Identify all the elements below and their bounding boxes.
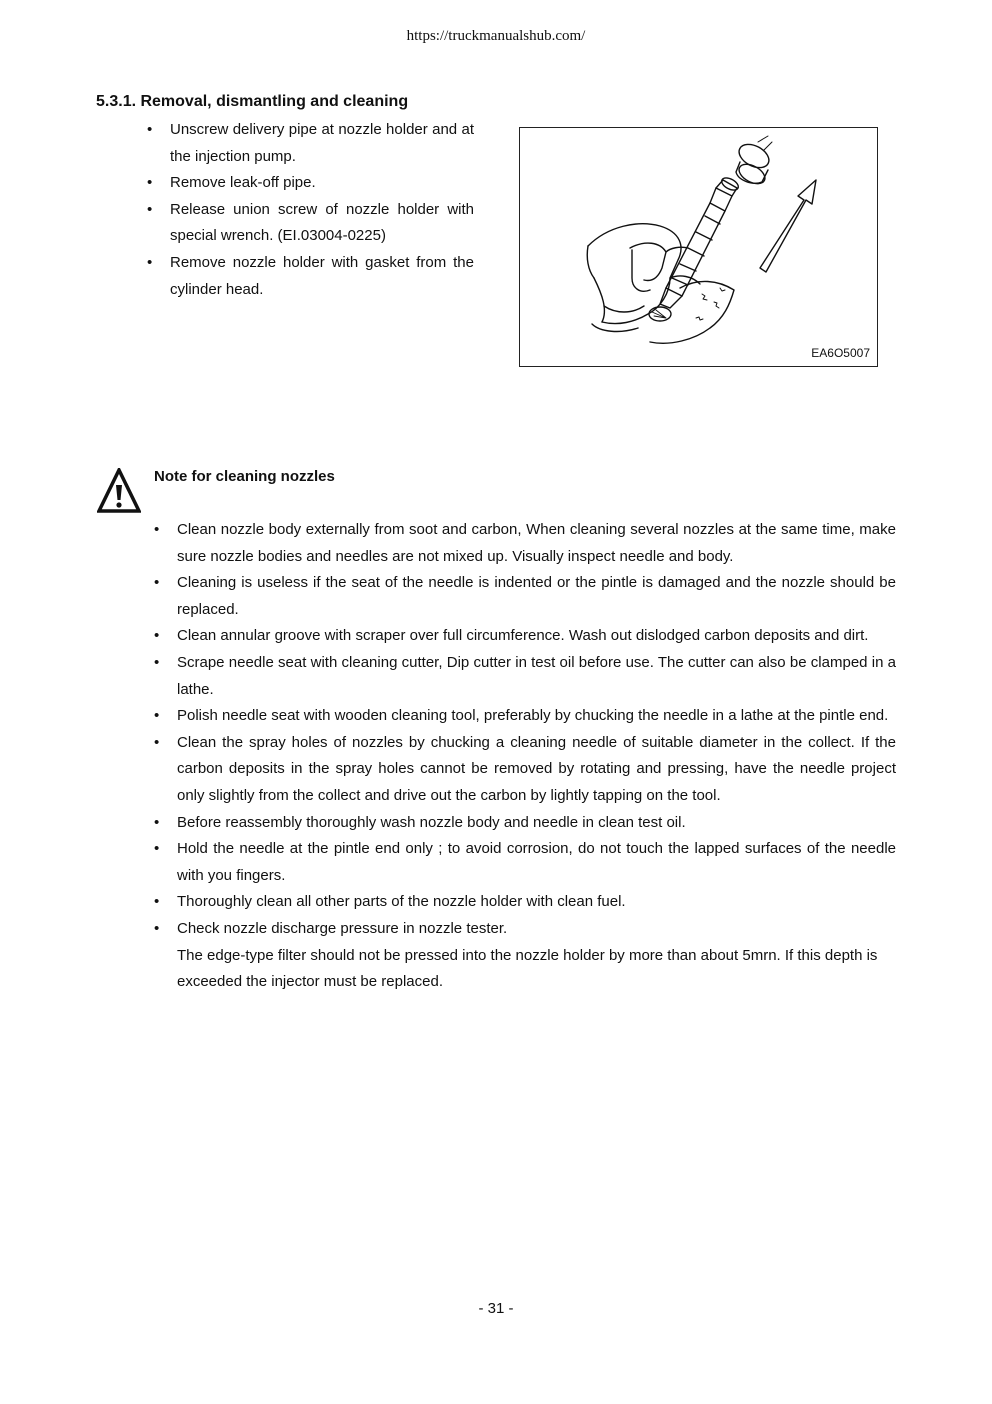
cleaning-notes-list: [154, 517, 896, 996]
step-text: Release union screw of nozzle holder with special wrench. (EI.03004-0225): [170, 200, 474, 245]
bullet-icon: •: [147, 253, 153, 271]
note-text: Polish needle seat with wooden cleaning tool, preferably by chucking the needle in a lathe at the pintle end.: [177, 707, 889, 725]
step-text: Unscrew delivery pipe at nozzle holder and at the injection pump.: [170, 121, 474, 165]
step-text: Remove nozzle holder with gasket from the cylinder head.: [170, 253, 474, 298]
note-text: Scrape needle seat with cleaning cutter, Dip cutter in test oil before use. The cutter can also be clamped in a lathe.: [177, 653, 896, 698]
list-item: [147, 250, 474, 303]
note-text: Cleaning is useless if the seat of the needle is indented or the pintle is damaged and the nozzle should be replaced.: [177, 574, 896, 618]
page-number: - 31 -: [478, 1300, 514, 1317]
bullet-icon: •: [154, 653, 160, 671]
list-item: [154, 703, 896, 730]
note-text: Hold the needle at the pintle end only ; to avoid corrosion, do not touch the lapped surfaces of the needle with you fingers.: [177, 840, 896, 884]
nozzle-holder-figure: [519, 127, 878, 367]
bullet-icon: •: [154, 574, 160, 592]
bullet-icon: •: [147, 200, 153, 218]
list-item: [154, 650, 896, 703]
section-title: 5.3.1. Removal, dismantling and cleaning: [96, 93, 409, 110]
bullet-icon: •: [154, 627, 160, 645]
list-item: [147, 197, 474, 250]
note-text: Clean the spray holes of nozzles by chucking a cleaning needle of suitable diameter in the collect. If the carbon deposits in the spray holes cannot be removed by rotating and pressing, have the needle project only slightly from the collect and drive out the carbon by lightly tapping on the tool.: [177, 733, 896, 804]
list-item: [147, 170, 474, 197]
bullet-icon: •: [147, 174, 153, 192]
note-text: Clean annular groove with scraper over full circumference. Wash out dislodged carbon deposits and dirt.: [177, 627, 869, 645]
removal-steps-list: [147, 117, 474, 303]
note-text: Clean nozzle body externally from soot and carbon, When cleaning several nozzles at the same time, make sure nozzle bodies and needles are not mixed up. Visually inspect needle and body.: [177, 521, 896, 565]
bullet-icon: •: [154, 893, 160, 911]
list-item: [154, 889, 896, 916]
list-item: [147, 117, 474, 170]
list-item: [154, 916, 896, 943]
step-text: Remove leak-off pipe.: [170, 174, 316, 192]
list-item: [154, 730, 896, 810]
warning-triangle-icon: [97, 468, 141, 514]
figure-code: EA6O5007: [811, 346, 870, 360]
note-title: Note for cleaning nozzles: [154, 468, 335, 485]
bullet-icon: •: [154, 521, 160, 538]
list-item: [154, 517, 896, 570]
bullet-icon: •: [154, 733, 160, 751]
header-url: https://truckmanualshub.com/: [406, 28, 586, 44]
list-item: [154, 836, 896, 889]
final-paragraph: The edge-type filter should not be pressed into the nozzle holder by more than about 5mrn. If this depth is exceeded the injector must be replaced.: [177, 946, 878, 991]
bullet-icon: •: [154, 813, 160, 831]
list-item: [154, 810, 896, 837]
bullet-icon: •: [154, 840, 160, 858]
note-text: Before reassembly thoroughly wash nozzle body and needle in clean test oil.: [177, 813, 686, 831]
bullet-icon: •: [147, 121, 153, 138]
bullet-icon: •: [154, 707, 160, 725]
note-text: Check nozzle discharge pressure in nozzle tester.: [177, 919, 508, 937]
note-text: Thoroughly clean all other parts of the nozzle holder with clean fuel.: [177, 893, 626, 911]
bullet-icon: •: [154, 919, 160, 937]
list-item: [154, 570, 896, 623]
nozzle-holder-removal-illustration: [520, 128, 879, 368]
list-item: [154, 623, 896, 650]
